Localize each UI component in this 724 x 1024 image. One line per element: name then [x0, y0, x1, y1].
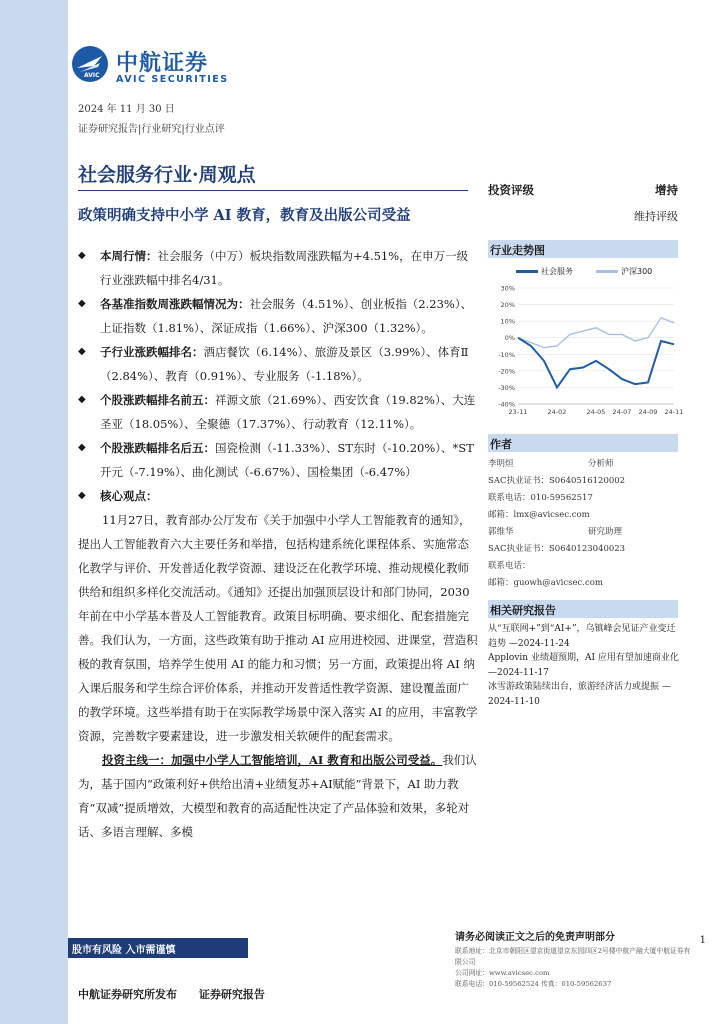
- investment-thesis-lead: 投资主线一：加强中小学人工智能培训，AI 教育和出版公司受益。: [102, 753, 443, 767]
- investment-thesis-text: 我们认为，基于国内“政策利好+供给出清+业绩复苏+AI赋能”背景下，AI 助力教育“双减”提质增效，大模型和教育的高适配性决定了产品体验和效果，多轮对话、多语言理解、多模: [78, 753, 477, 839]
- legend-swatch: [516, 270, 538, 273]
- bullet-text: 国瓷检测（-11.33%）、ST东时（-10.20%）、*ST开元（-7.19%）、曲化测试（-6.67%）、国检集团（-6.47%）: [100, 441, 474, 479]
- y-tick-label: 20%: [500, 301, 515, 310]
- main-content: [78, 244, 478, 844]
- legend-item-sector: [516, 266, 573, 278]
- bullet-item: [78, 436, 478, 484]
- bullet-lead: 个股涨跌幅排名后五：: [100, 441, 215, 455]
- author-name: 李明烜: [488, 459, 514, 469]
- y-tick-label: -10%: [498, 350, 515, 359]
- bullet-text: 酒店餐饮（6.14%）、旅游及景区（3.99%）、体育Ⅱ（2.84%）、教育（0.91%）、专业服务（-1.18%）。: [100, 345, 469, 383]
- bullet-item: [78, 388, 478, 436]
- x-tick-label: 23-11: [508, 408, 528, 416]
- body-paragraph: 11月27日，教育部办公厅发布《关于加强中小学人工智能教育的通知》，提出人工智能教育六大主要任务和举措，包括构建系统化课程体系、实施常态化教学与评价、开发普适化教学资源、建设泛在化教学环境、推动规模化教师供给和组织多样化交流活动。《通知》还提出加强顶层设计和部门协同，2030年前在中小学基本普及人工智能教育。政策目标明确、要求细化、配套措施完善。我们认为，一方面，这些政策有助于推动 AI 应用进校园、进课堂，营造积极的教育氛围，培养学生使用 AI 的能力和习惯；另一方面，政策提出将 AI 纳入课后服务和学生综合评价体系，并推动开发普适性教学资源、建设覆盖面广的教学环境。这些举措有助于在实际教学场景中深入落实 AI 的应用，丰富教学资源，完善数字要素建设，进一步激发相关软硬件的配套需求。: [78, 513, 478, 743]
- diamond-bullet-icon: ◆: [78, 442, 86, 453]
- y-tick-label: -30%: [498, 383, 515, 392]
- title-divider: [78, 190, 468, 191]
- x-tick-label: 24-11: [664, 408, 684, 416]
- author-email[interactable]: 邮箱：guowh@avicsec.com: [488, 578, 603, 588]
- bullet-text: 社会服务（4.51%）、创业板指（2.23%）、上证指数（1.81%）、深证成指（1.66%）、沪深300（1.32%）。: [100, 297, 473, 335]
- bullet-lead: 子行业涨跌幅排名：: [100, 345, 204, 359]
- diamond-bullet-icon: ◆: [78, 298, 86, 309]
- author-card: [488, 456, 678, 524]
- company-phone: 联系电话：010-59562524 传真：010-59562637: [455, 980, 612, 988]
- y-tick-label: 30%: [500, 284, 515, 293]
- plane-logo-icon: [72, 46, 108, 82]
- bullet-item: [78, 244, 478, 292]
- x-tick-label: 24-07: [612, 408, 632, 416]
- bullet-item: [78, 292, 478, 340]
- rating-value: 增持: [655, 183, 678, 197]
- page-subtitle: 政策明确支持中小学 AI 教育，教育及出版公司受益: [78, 207, 411, 224]
- bullet-lead: 各基准指数周涨跌幅情况为：: [100, 297, 250, 311]
- author-phone: 联系电话：010-59562517: [488, 493, 593, 503]
- company-address: 联系地址：北京市朝阳区望京街道望京东园四区2号楼中航产融大厦中航证券有限公司: [455, 947, 691, 966]
- page-footer: [78, 986, 283, 1002]
- legend-label: 社会服务: [541, 267, 573, 276]
- disclaimer-heading: 请务必阅读正文之后的免责声明部分: [455, 932, 615, 943]
- trend-chart-heading: 行业走势图: [488, 240, 678, 258]
- related-reports-heading: 相关研究报告: [488, 600, 678, 618]
- rating-note: 维持评级: [634, 210, 678, 223]
- footer-publisher: 中航证券研究所发布: [78, 988, 177, 1001]
- bullet-text: 社会服务（中万）板块指数周涨跌幅为+4.51%，在申万一级行业涨跌幅中排名4/31。: [100, 249, 469, 287]
- related-report-link[interactable]: Applovin 业绩超预期，AI 应用有望加速商业化 —2024-11-17: [488, 653, 679, 678]
- trend-chart: [488, 262, 684, 422]
- y-tick-label: -40%: [498, 400, 515, 409]
- legend-label: 沪深300: [621, 267, 653, 276]
- author-phone: 联系电话：: [488, 561, 531, 571]
- risk-warning-bar: 股市有风险 入市需谨慎: [68, 938, 248, 958]
- author-name: 郭维华: [488, 527, 514, 537]
- bullet-item: [78, 340, 478, 388]
- bullet-lead: 本周行情：: [100, 249, 158, 263]
- page-number: 1: [699, 935, 706, 946]
- bullet-text: 祥源文旅（21.69%）、西安饮食（19.82%）、大连圣亚（18.05%）、全聚德（17.37%）、行动教育（12.11%）。: [100, 393, 476, 431]
- left-color-band: [0, 0, 68, 1024]
- report-series: 证券研究报告|行业研究|行业点评: [78, 124, 225, 135]
- diamond-bullet-icon: ◆: [78, 394, 86, 405]
- y-tick-label: -20%: [498, 367, 515, 376]
- bullet-lead: 个股涨跌幅排名前五：: [100, 393, 215, 407]
- brand-name-en: AVIC SECURITIES: [116, 74, 229, 85]
- trend-chart-plot: [488, 280, 684, 422]
- diamond-bullet-icon: ◆: [78, 346, 86, 357]
- chart-legend: [488, 262, 678, 280]
- page-title: 社会服务行业·周观点: [78, 164, 256, 186]
- rating-label: 投资评级: [488, 183, 534, 197]
- author-role: 研究助理: [588, 527, 623, 537]
- footer-report-type: 证券研究报告: [198, 988, 265, 1001]
- authors-heading: 作者: [488, 434, 678, 452]
- author-email[interactable]: 邮箱：lmx@avicsec.com: [488, 510, 590, 520]
- series-line-hs300: [518, 318, 674, 348]
- logo-mark-text: AVIC: [84, 72, 100, 79]
- related-report-link[interactable]: 冰雪游政策陆续出台，旅游经济活力或提振 —2024-11-10: [488, 682, 671, 707]
- author-cert: SAC执业证书：S0640123040023: [488, 544, 626, 554]
- x-tick-label: 24-09: [638, 408, 658, 416]
- author-role: 分析师: [588, 459, 614, 469]
- related-report-link[interactable]: 从“互联网+”到“AI+”，乌镇峰会见证产业变迁趋势 —2024-11-24: [488, 624, 676, 649]
- x-tick-label: 24-05: [586, 408, 606, 416]
- author-cert: SAC执业证书：S0640516120002: [488, 476, 626, 486]
- bullet-lead: 核心观点：: [100, 489, 158, 503]
- legend-item-hs300: [596, 266, 652, 278]
- legend-swatch: [596, 270, 618, 273]
- diamond-bullet-icon: ◆: [78, 490, 86, 501]
- body-paragraph: [78, 748, 478, 844]
- disclaimer-block: [455, 932, 695, 990]
- diamond-bullet-icon: ◆: [78, 250, 86, 261]
- x-tick-label: 24-02: [547, 408, 567, 416]
- brand-logo: [72, 44, 242, 90]
- bullet-item: [78, 484, 478, 508]
- rating-row: [488, 182, 678, 204]
- related-reports-list: [488, 622, 683, 710]
- rating-panel: [488, 182, 678, 230]
- report-date: 2024 年 11 月 30 日: [78, 104, 175, 115]
- brand-name-cn: 中航证券: [116, 51, 209, 76]
- y-tick-label: 10%: [500, 317, 515, 326]
- series-line-sector: [518, 338, 674, 388]
- author-card: [488, 524, 678, 592]
- y-tick-label: 0%: [504, 334, 515, 343]
- rating-note-row: [488, 208, 678, 230]
- company-website[interactable]: 公司网址：www.avicsec.com: [455, 969, 550, 977]
